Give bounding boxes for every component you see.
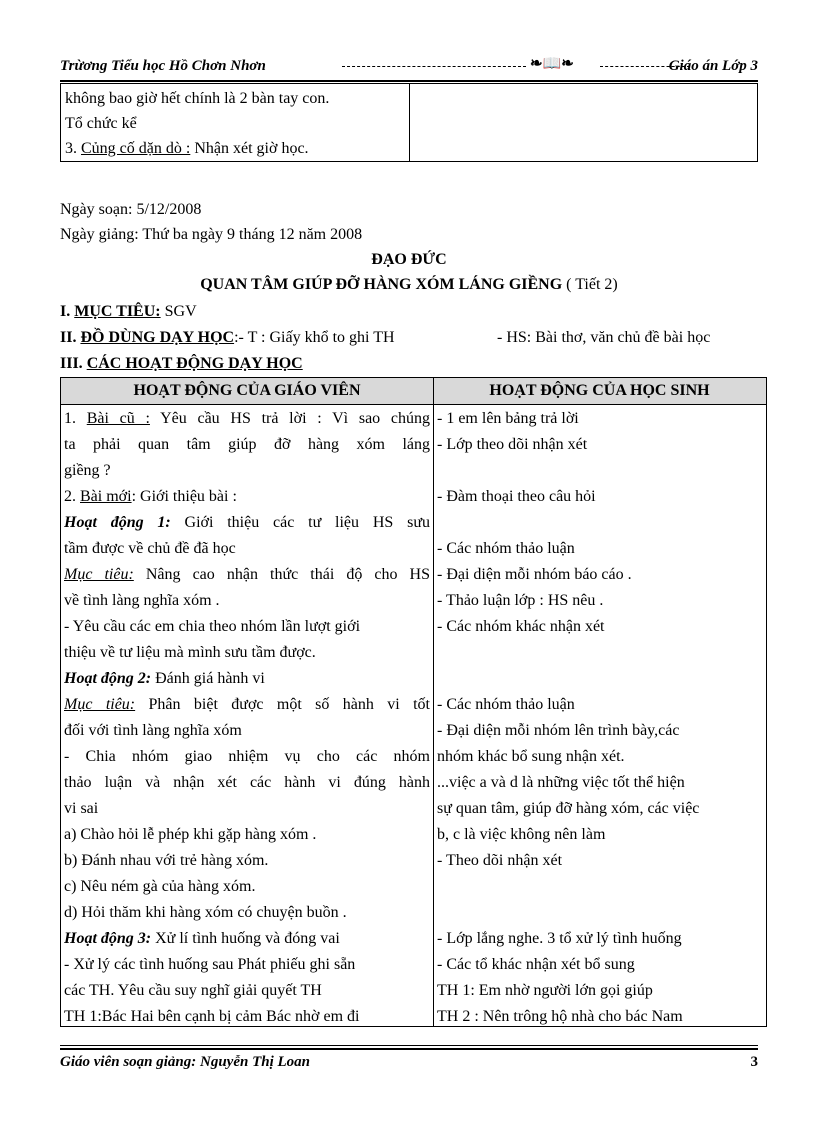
row-text: Nâng cao nhận thức thái độ cho HS	[133, 566, 430, 583]
student-row	[437, 458, 765, 484]
teacher-row	[64, 484, 430, 510]
student-row: - Lớp lắng nghe. 3 tổ xử lý tình huống	[437, 930, 682, 947]
teacher-row: đối với tình làng nghĩa xóm	[64, 722, 242, 739]
continued-table	[60, 84, 758, 162]
student-row: - Các tổ khác nhận xét bổ sung	[437, 956, 635, 973]
materials-heading	[60, 325, 395, 350]
book-title: Giáo án Lớp 3	[668, 58, 758, 74]
footer-author: Giáo viên soạn giảng: Nguyễn Thị Loan	[60, 1054, 311, 1070]
header-teacher-activities: HOẠT ĐỘNG CỦA GIÁO VIÊN	[133, 382, 361, 399]
student-row: - Lớp theo dõi nhận xét	[437, 436, 588, 453]
teacher-row: d) Hỏi thăm khi hàng xóm có chuyện buồn .	[64, 904, 347, 921]
subject-title: ĐẠO ĐỨC	[371, 251, 447, 268]
book-emblem-icon: ❧📖❧	[530, 56, 574, 72]
teacher-row	[64, 692, 430, 718]
student-row: TH 1: Em nhờ người lớn gọi giúp	[437, 982, 653, 999]
teacher-row: thiệu về tư liệu mà mình sưu tầm được.	[64, 644, 316, 661]
objective-label: Mục tiêu:	[64, 696, 136, 713]
student-row: - Các nhóm khác nhận xét	[437, 618, 605, 635]
row-text: Đánh giá hành vi	[151, 670, 265, 687]
materials-student: - HS: Bài thơ, văn chủ đề bài học	[497, 329, 711, 346]
row-text: Giới thiệu các tư liệu HS sưu	[170, 514, 430, 531]
teach-date	[60, 222, 362, 247]
teacher-row: các TH. Yêu cầu suy nghĩ giải quyết TH	[64, 982, 322, 999]
page-footer	[60, 1054, 758, 1071]
activities-label: CÁC HOẠT ĐỘNG DẠY HỌC	[86, 355, 303, 372]
page-number: 3	[750, 1054, 758, 1070]
student-row	[437, 900, 765, 926]
teach-date-value: Thứ ba ngày 9 tháng 12 năm 2008	[138, 226, 363, 243]
row-text: Xử lí tình huống và đóng vai	[151, 930, 340, 947]
student-row: - Thảo luận lớp : HS nêu .	[437, 592, 604, 609]
row-prefix: 2.	[64, 488, 80, 505]
activities-num: III.	[60, 355, 87, 372]
teacher-column	[64, 406, 430, 1030]
activities-heading	[60, 351, 303, 376]
objectives-num: I.	[60, 303, 75, 320]
school-name: Trừơng Tiểu học Hồ Chơn Nhơn	[60, 58, 266, 74]
header-dash-left	[342, 66, 526, 67]
materials-num: II.	[60, 329, 81, 346]
teacher-row: - Xử lý các tình huống sau Phát phiếu ghi sẵn	[64, 956, 356, 973]
teacher-row: thảo luận và nhận xét các hành vi đúng hành	[64, 774, 430, 791]
teacher-row: - Chia nhóm giao nhiệm vụ cho các nhóm	[64, 748, 430, 765]
teacher-row	[64, 562, 430, 588]
table-column-divider	[433, 378, 434, 1026]
continued-line: không bao giờ hết chính là 2 bàn tay con.	[65, 90, 330, 107]
student-column	[437, 406, 765, 1030]
student-row: nhóm khác bổ sung nhận xét.	[437, 748, 625, 765]
teacher-row: - Yêu cầu các em chia theo nhóm lần lượt giới	[64, 618, 361, 635]
table-header	[61, 378, 766, 405]
prep-date	[60, 197, 201, 222]
prep-date-value: 5/12/2008	[132, 201, 202, 218]
student-row: - Đại diện mỗi nhóm báo cáo .	[437, 566, 632, 583]
consolidation-text: Nhận xét giờ học.	[190, 140, 309, 157]
activity-1-label: Hoạt động 1:	[64, 514, 171, 531]
prep-date-label: Ngày soạn:	[60, 201, 133, 218]
header-student-activities: HOẠT ĐỘNG CỦA HỌC SINH	[489, 382, 710, 399]
consolidation-label: Củng cố dặn dò :	[81, 140, 191, 157]
column-divider	[409, 84, 410, 161]
objective-label: Mục tiêu:	[64, 566, 134, 583]
teacher-row	[64, 406, 430, 432]
teacher-row: về tình làng nghĩa xóm .	[64, 592, 220, 609]
footer-rule-thin	[60, 1045, 758, 1046]
teacher-row: ta phải quan tâm giúp đỡ hàng xóm láng	[64, 436, 430, 453]
activity-2-label: Hoạt động 2:	[64, 670, 152, 687]
activities-table	[60, 377, 767, 1027]
continued-line: Tổ chức kể	[65, 115, 137, 132]
old-lesson-label: Bài cũ :	[86, 410, 150, 427]
lesson-name: QUAN TÂM GIÚP ĐỠ HÀNG XÓM LÁNG GIỀNG	[200, 276, 563, 293]
new-lesson-label: Bài mới	[80, 488, 132, 505]
student-row: - 1 em lên bảng trả lời	[437, 410, 579, 427]
activity-3-label: Hoạt động 3:	[64, 930, 152, 947]
lesson-title	[60, 272, 758, 297]
teacher-row: b) Đánh nhau với trẻ hàng xóm.	[64, 852, 269, 869]
row-prefix: 1.	[64, 410, 87, 427]
teacher-row: vi sai	[64, 800, 99, 817]
teach-date-label: Ngày giảng:	[60, 226, 139, 243]
teacher-row: TH 1:Bác Hai bên cạnh bị cảm Bác nhờ em đi	[64, 1008, 360, 1025]
student-row: - Các nhóm thảo luận	[437, 696, 575, 713]
continued-text	[65, 86, 405, 161]
objectives-heading	[60, 299, 197, 324]
teacher-row: a) Chào hỏi lễ phép khi gặp hàng xóm .	[64, 826, 317, 843]
materials-label: ĐỒ DÙNG DẠY HỌC	[80, 329, 235, 346]
materials-teacher: :- T : Giấy khổ to ghi TH	[234, 329, 395, 346]
line-prefix: 3.	[65, 140, 81, 157]
row-text: Yêu cầu HS trả lời : Vì sao chúng	[149, 410, 430, 427]
student-row	[437, 640, 765, 666]
student-row: - Các nhóm thảo luận	[437, 540, 575, 557]
lesson-period: ( Tiết 2)	[562, 276, 618, 293]
teacher-row	[64, 666, 430, 692]
student-row	[437, 666, 765, 692]
continued-line	[65, 136, 405, 161]
page-header	[60, 52, 758, 78]
student-row: - Theo dõi nhận xét	[437, 852, 563, 869]
student-row	[437, 510, 765, 536]
teacher-row	[64, 926, 430, 952]
student-row: - Đại diện mỗi nhóm lên trình bày,các	[437, 722, 680, 739]
row-text: Phân biệt được một số hành vi tốt	[135, 696, 430, 713]
student-row: TH 2 : Nên trông hộ nhà cho bác Nam	[437, 1008, 683, 1025]
student-row: - Đàm thoại theo câu hỏi	[437, 488, 596, 505]
teacher-row	[64, 510, 430, 536]
teacher-row: tầm được về chủ đề đã học	[64, 540, 236, 557]
student-row	[437, 874, 765, 900]
objectives-label: MỤC TIÊU:	[74, 303, 161, 320]
footer-rule	[60, 1048, 758, 1050]
row-text: : Giới thiệu bài :	[131, 488, 237, 505]
header-rule	[60, 80, 758, 82]
objectives-value: SGV	[160, 303, 197, 320]
teacher-row: c) Nêu ném gà của hàng xóm.	[64, 878, 256, 895]
student-row: b, c là việc không nên làm	[437, 826, 606, 843]
student-row: sự quan tâm, giúp đỡ hàng xóm, các việc	[437, 800, 700, 817]
student-row: ...việc a và d là những việc tốt thể hiện	[437, 774, 685, 791]
teacher-row: giềng ?	[64, 462, 111, 479]
